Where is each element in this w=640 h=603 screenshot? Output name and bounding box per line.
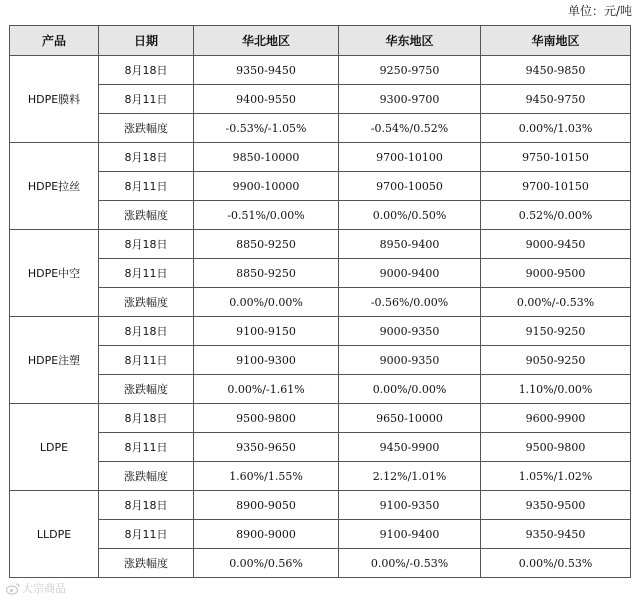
east-china-price-cell: 2.12%/1.01%	[339, 462, 481, 491]
south-china-price-cell: 9000-9450	[481, 230, 631, 259]
south-china-price-cell: 9700-10150	[481, 172, 631, 201]
product-name-cell: HDPE中空	[10, 230, 99, 317]
weibo-logo-icon	[6, 583, 20, 595]
north-china-price-cell: 1.60%/1.55%	[194, 462, 339, 491]
south-china-price-cell: 9000-9500	[481, 259, 631, 288]
watermark-text: 大宗商品	[22, 582, 66, 595]
east-china-price-cell: 8950-9400	[339, 230, 481, 259]
north-china-price-cell: 9900-10000	[194, 172, 339, 201]
table-row	[10, 404, 631, 433]
date-cell: 8月11日	[99, 85, 194, 114]
south-china-price-cell: 9350-9450	[481, 520, 631, 549]
east-china-price-cell: 0.00%/0.50%	[339, 201, 481, 230]
north-china-price-cell: 8850-9250	[194, 230, 339, 259]
east-china-price-cell: 9100-9400	[339, 520, 481, 549]
north-china-price-cell: 9100-9300	[194, 346, 339, 375]
north-china-price-cell: 9350-9450	[194, 56, 339, 85]
product-name-cell: HDPE拉丝	[10, 143, 99, 230]
date-cell: 8月18日	[99, 317, 194, 346]
north-china-price-cell: 0.00%/0.56%	[194, 549, 339, 578]
unit-label: 单位：元/吨	[567, 4, 632, 18]
table-row	[10, 288, 631, 317]
south-china-price-cell: 1.10%/0.00%	[481, 375, 631, 404]
table-row	[10, 85, 631, 114]
header-south-china: 华南地区	[481, 26, 631, 56]
change-label-cell: 涨跌幅度	[99, 288, 194, 317]
table-row	[10, 230, 631, 259]
south-china-price-cell: 0.00%/1.03%	[481, 114, 631, 143]
east-china-price-cell: -0.54%/0.52%	[339, 114, 481, 143]
table-row	[10, 491, 631, 520]
east-china-price-cell: 9650-10000	[339, 404, 481, 433]
south-china-price-cell: 0.00%/0.53%	[481, 549, 631, 578]
north-china-price-cell: 8900-9000	[194, 520, 339, 549]
product-name-cell: HDPE膜料	[10, 56, 99, 143]
north-china-price-cell: 8850-9250	[194, 259, 339, 288]
date-cell: 8月11日	[99, 172, 194, 201]
product-name-cell: HDPE注塑	[10, 317, 99, 404]
south-china-price-cell: 9050-9250	[481, 346, 631, 375]
north-china-price-cell: -0.51%/0.00%	[194, 201, 339, 230]
table-row	[10, 462, 631, 491]
east-china-price-cell: 9700-10050	[339, 172, 481, 201]
south-china-price-cell: 9450-9750	[481, 85, 631, 114]
east-china-price-cell: -0.56%/0.00%	[339, 288, 481, 317]
east-china-price-cell: 9700-10100	[339, 143, 481, 172]
east-china-price-cell: 0.00%/0.00%	[339, 375, 481, 404]
north-china-price-cell: 9350-9650	[194, 433, 339, 462]
date-cell: 8月11日	[99, 433, 194, 462]
header-east-china: 华东地区	[339, 26, 481, 56]
south-china-price-cell: 0.00%/-0.53%	[481, 288, 631, 317]
date-cell: 8月11日	[99, 520, 194, 549]
header-product: 产品	[10, 26, 99, 56]
north-china-price-cell: -0.53%/-1.05%	[194, 114, 339, 143]
date-cell: 8月11日	[99, 346, 194, 375]
table-row	[10, 56, 631, 85]
change-label-cell: 涨跌幅度	[99, 201, 194, 230]
south-china-price-cell: 1.05%/1.02%	[481, 462, 631, 491]
north-china-price-cell: 9500-9800	[194, 404, 339, 433]
east-china-price-cell: 9450-9900	[339, 433, 481, 462]
south-china-price-cell: 0.52%/0.00%	[481, 201, 631, 230]
table-row	[10, 375, 631, 404]
table-row	[10, 201, 631, 230]
table-row	[10, 549, 631, 578]
change-label-cell: 涨跌幅度	[99, 462, 194, 491]
south-china-price-cell: 9500-9800	[481, 433, 631, 462]
header-row	[10, 26, 631, 56]
change-label-cell: 涨跌幅度	[99, 549, 194, 578]
table-row	[10, 520, 631, 549]
product-name-cell: LDPE	[10, 404, 99, 491]
date-cell: 8月18日	[99, 56, 194, 85]
north-china-price-cell: 9400-9550	[194, 85, 339, 114]
change-label-cell: 涨跌幅度	[99, 114, 194, 143]
table-row	[10, 317, 631, 346]
table-row	[10, 143, 631, 172]
north-china-price-cell: 9100-9150	[194, 317, 339, 346]
watermark	[6, 580, 66, 596]
north-china-price-cell: 8900-9050	[194, 491, 339, 520]
table-row	[10, 259, 631, 288]
south-china-price-cell: 9450-9850	[481, 56, 631, 85]
north-china-price-cell: 9850-10000	[194, 143, 339, 172]
south-china-price-cell: 9750-10150	[481, 143, 631, 172]
south-china-price-cell: 9350-9500	[481, 491, 631, 520]
change-label-cell: 涨跌幅度	[99, 375, 194, 404]
date-cell: 8月18日	[99, 143, 194, 172]
east-china-price-cell: 9250-9750	[339, 56, 481, 85]
east-china-price-cell: 9000-9400	[339, 259, 481, 288]
east-china-price-cell: 9100-9350	[339, 491, 481, 520]
east-china-price-cell: 9000-9350	[339, 346, 481, 375]
table-row	[10, 114, 631, 143]
header-date: 日期	[99, 26, 194, 56]
header-north-china: 华北地区	[194, 26, 339, 56]
north-china-price-cell: 0.00%/0.00%	[194, 288, 339, 317]
south-china-price-cell: 9150-9250	[481, 317, 631, 346]
date-cell: 8月18日	[99, 230, 194, 259]
east-china-price-cell: 0.00%/-0.53%	[339, 549, 481, 578]
table-row	[10, 172, 631, 201]
product-name-cell: LLDPE	[10, 491, 99, 578]
table-body	[10, 56, 631, 578]
east-china-price-cell: 9000-9350	[339, 317, 481, 346]
table-row	[10, 346, 631, 375]
east-china-price-cell: 9300-9700	[339, 85, 481, 114]
price-table	[9, 25, 631, 578]
table-row	[10, 433, 631, 462]
date-cell: 8月11日	[99, 259, 194, 288]
south-china-price-cell: 9600-9900	[481, 404, 631, 433]
date-cell: 8月18日	[99, 491, 194, 520]
north-china-price-cell: 0.00%/-1.61%	[194, 375, 339, 404]
date-cell: 8月18日	[99, 404, 194, 433]
